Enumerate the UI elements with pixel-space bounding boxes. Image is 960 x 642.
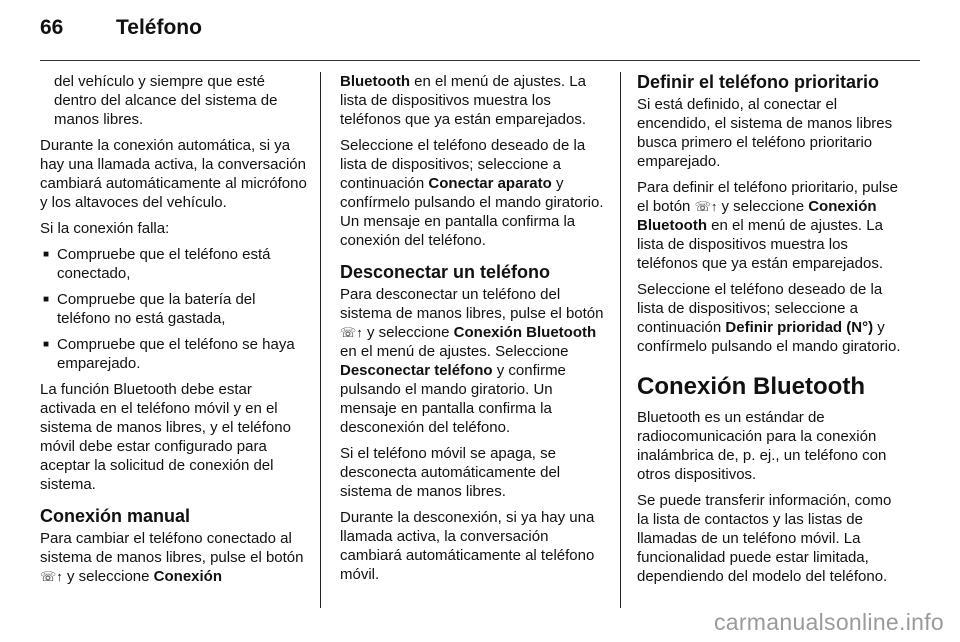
paragraph-select-phone: Seleccione el teléfono deseado de la lista de dispositivos; seleccione a continuación Conectar aparato y confírmelo pulsando el mando giratorio. Un mensaje en pantalla confirma la conexión del teléfono. [340, 137, 604, 249]
fail-checklist [40, 245, 308, 373]
paragraph-bluetooth-standard: Bluetooth es un estándar de radiocomunicación para la conexión inalámbrica de, p. ej., un teléfono con otros dispositivos. [637, 409, 887, 483]
column-3 [637, 72, 905, 593]
paragraph-connection-fails: Si la conexión falla: [40, 220, 170, 237]
paragraph-bluetooth-menu: Bluetooth en el menú de ajustes. La lista de dispositivos muestra los teléfonos que ya están emparejados. [340, 73, 586, 128]
paragraph-bluetooth-requirement: La función Bluetooth debe estar activada en el teléfono móvil y en el sistema de manos libres, y el teléfono móvil debe estar configurado para aceptar la solicitud de conexión del sistema. [40, 381, 291, 493]
watermark: carmanualsonline.info [713, 609, 944, 635]
header-rule [40, 60, 920, 61]
heading-manual-connection: Conexión manual [40, 506, 191, 526]
heading-disconnect-phone: Desconectar un teléfono [340, 262, 551, 282]
paragraph-disconnect-steps: Para desconectar un teléfono del sistema de manos libres, pulse el botón ☏↑ y seleccione Conexión Bluetooth en el menú de ajustes. Seleccione Desconectar teléfono y confirme pulsando el mando giratorio. Un mensaje en pantalla confirma la desconexión del teléfono. [340, 286, 604, 436]
paragraph-priority-steps: Para definir el teléfono prioritario, pulse el botón ☏↑ y seleccione Conexión Bluetooth en el menú de ajustes. La lista de dispositivos muestra los teléfonos que ya están emparejados. [637, 179, 898, 272]
phone-button-icon: ☏↑ [40, 569, 63, 584]
list-item: ■ Compruebe que la batería del teléfono no está gastada, [40, 290, 308, 328]
column-divider-1 [320, 72, 321, 608]
menu-term: Bluetooth [340, 73, 410, 90]
menu-term: Conexión Bluetooth [637, 198, 877, 234]
menu-term: Conectar aparato [428, 175, 552, 192]
phone-button-icon: ☏↑ [340, 325, 363, 340]
paragraph-priority-info: Si está definido, al conectar el encendido, el sistema de manos libres busca primero el teléfono prioritario emparejado. [637, 96, 893, 170]
column-2 [340, 72, 608, 591]
column-1 [40, 72, 308, 593]
paragraph-set-priority: Seleccione el teléfono deseado de la lista de dispositivos; seleccione a continuación Definir prioridad (N°) y confírmelo pulsando el mando giratorio. [637, 281, 901, 355]
menu-term: Conexión [153, 568, 222, 585]
paragraph-manual-connection: Para cambiar el teléfono conectado al sistema de manos libres, pulse el botón ☏↑ y seleccione Conexión [40, 530, 304, 585]
paragraph-transfer-info: Se puede transferir información, como la lista de contactos y las listas de llamadas de un teléfono móvil. La funcionalidad puede estar limitada, dependiendo del modelo del teléfono. [637, 492, 892, 585]
section-title: Teléfono [116, 16, 202, 39]
menu-term: Desconectar teléfono [340, 362, 493, 379]
paragraph-auto-connection: Durante la conexión automática, si ya hay una llamada activa, la conversación cambiará automáticamente al micrófono y los altavoces del vehículo. [40, 137, 307, 211]
paragraph-phone-off: Si el teléfono móvil se apaga, se desconecta automáticamente del sistema de manos libres. [340, 445, 561, 500]
page-header [40, 16, 920, 56]
column-divider-2 [620, 72, 621, 608]
list-item: ■ Compruebe que el teléfono se haya emparejado. [40, 335, 308, 373]
paragraph-active-call: Durante la desconexión, si ya hay una llamada activa, la conversación cambiará automáticamente al teléfono móvil. [340, 509, 595, 583]
phone-button-icon: ☏↑ [694, 199, 718, 214]
intro-continuation: del vehículo y siempre que esté dentro del alcance del sistema de manos libres. [54, 73, 278, 128]
list-item: ■ Compruebe que el teléfono está conectado, [40, 245, 308, 283]
page-number: 66 [40, 16, 64, 39]
menu-term: Definir prioridad (N°) [725, 319, 874, 336]
menu-term: Conexión Bluetooth [453, 324, 597, 341]
heading-priority-phone: Definir el teléfono prioritario [637, 72, 880, 92]
heading-bluetooth-connection: Conexión Bluetooth [637, 373, 865, 400]
